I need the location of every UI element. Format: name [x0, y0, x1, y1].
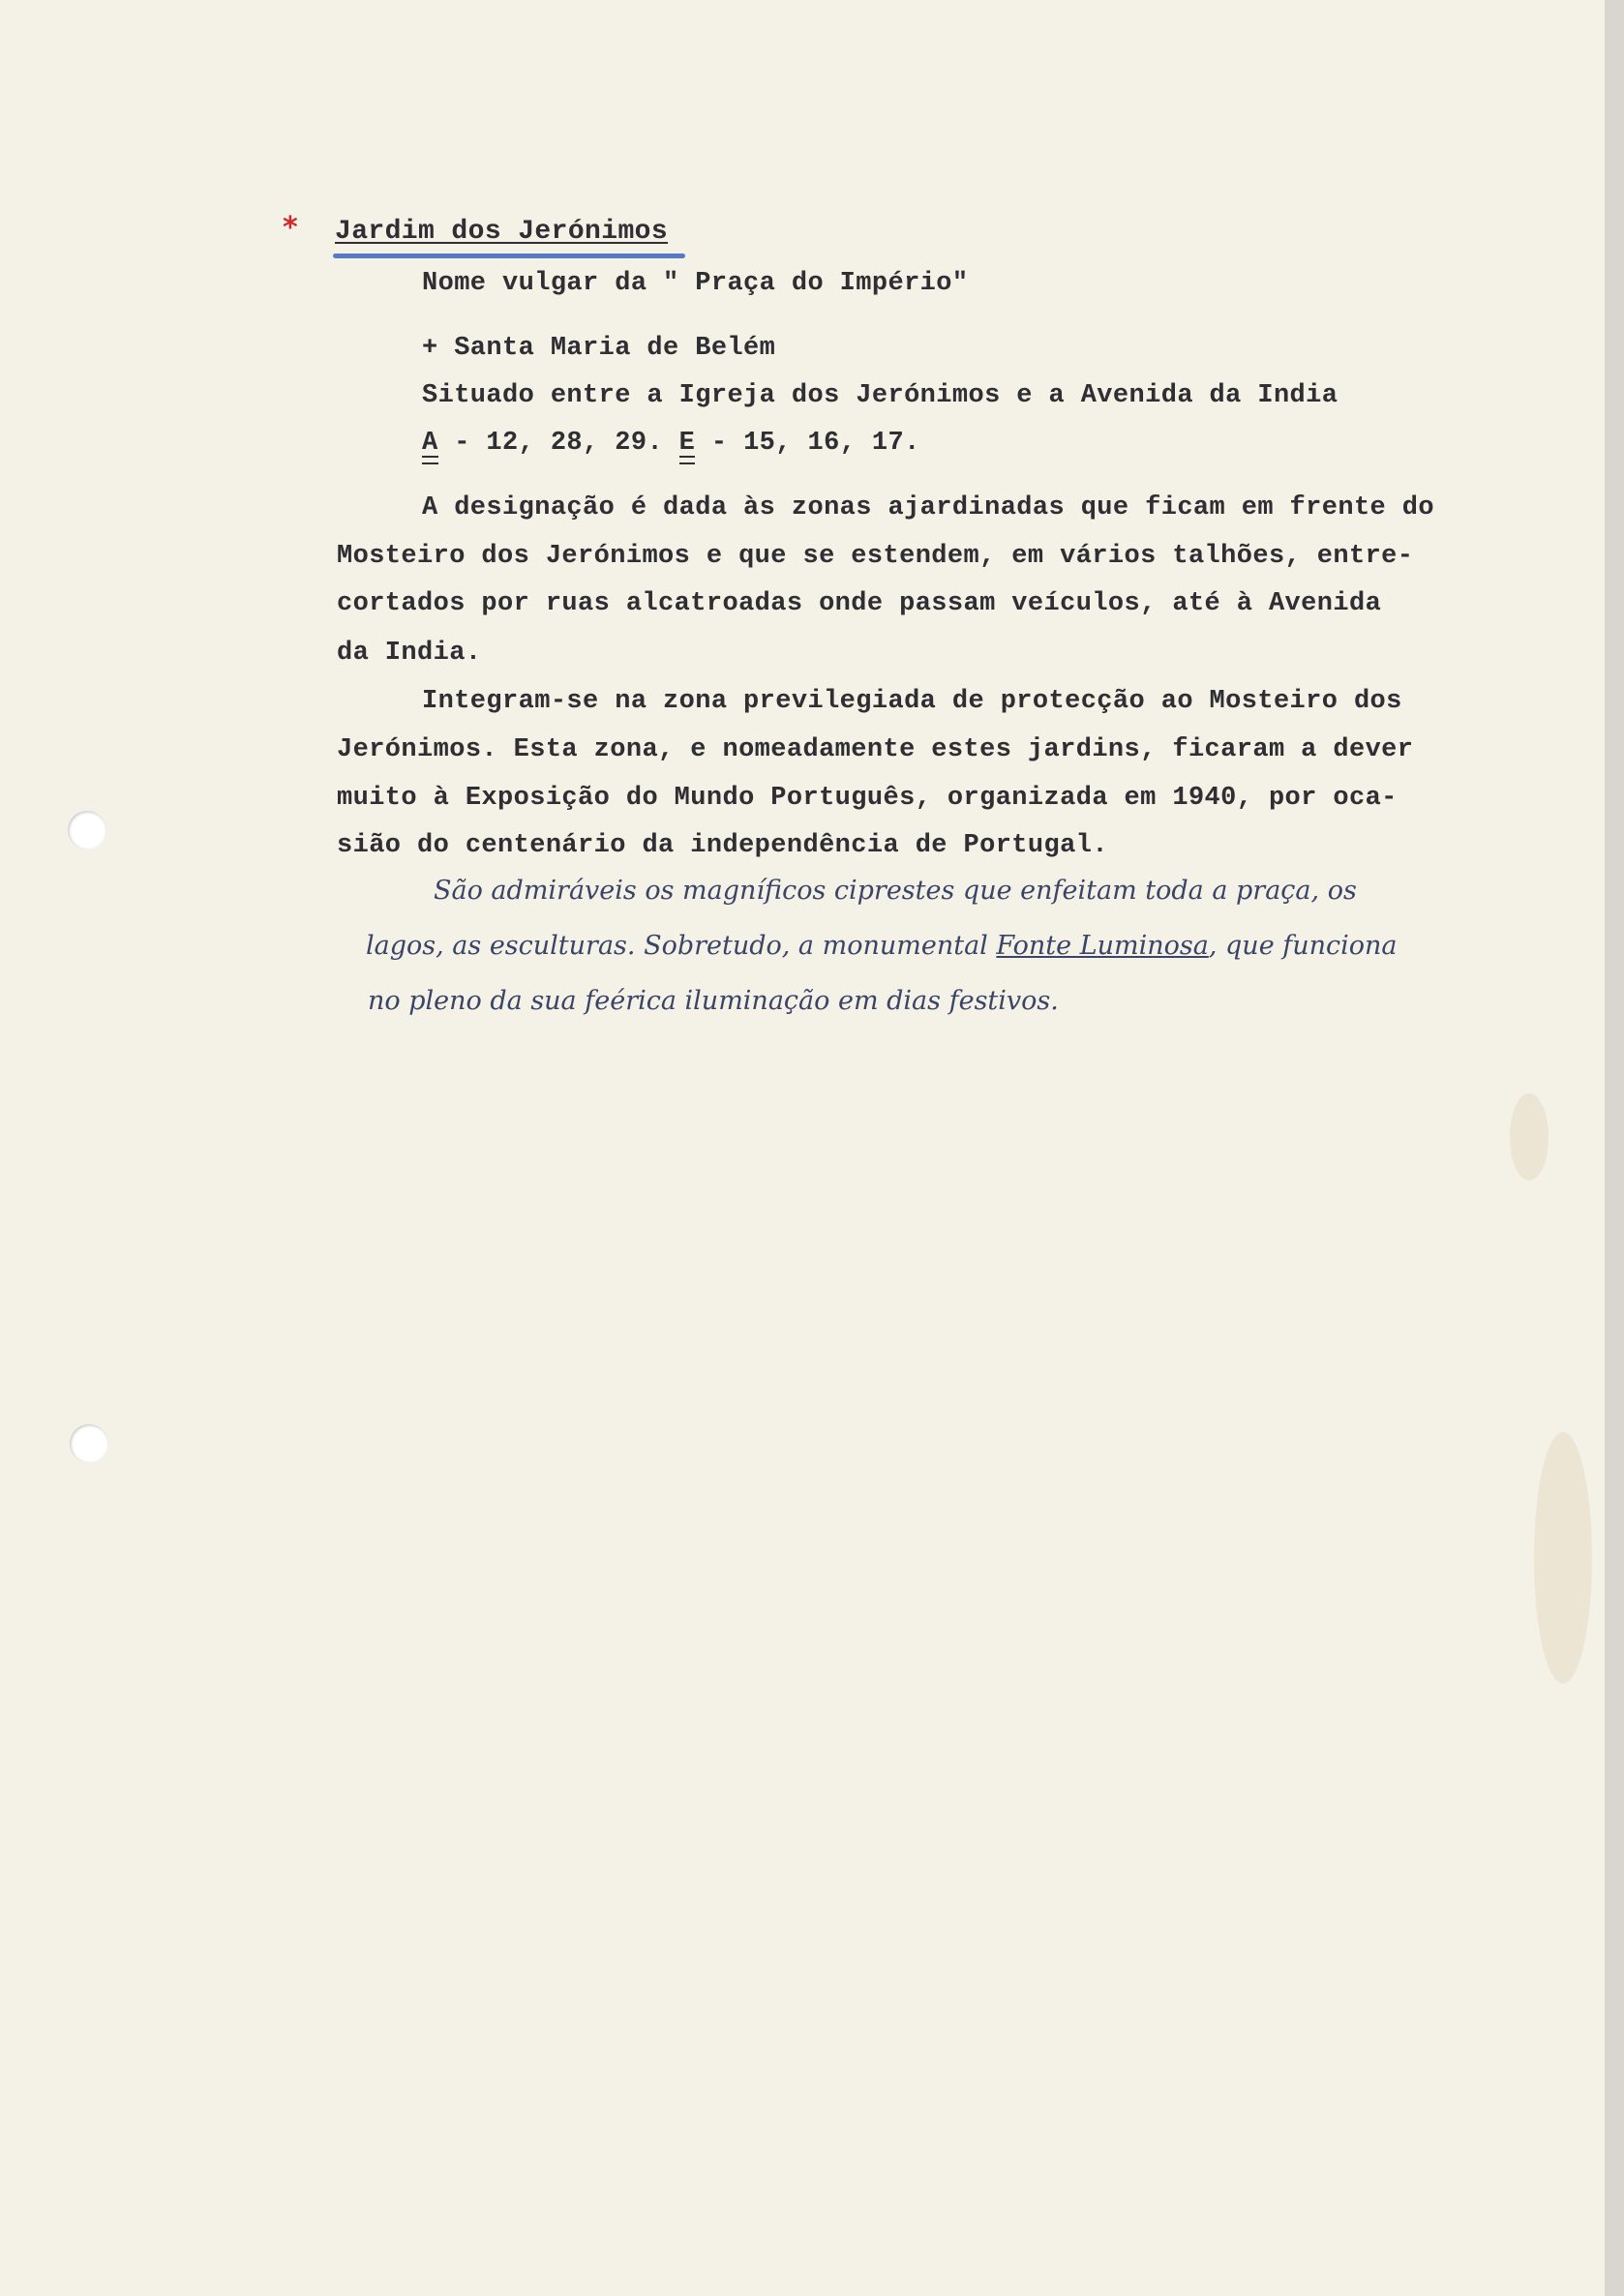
paragraph1-line: cortados por ruas alcatroadas onde passam veículos, até à Avenida — [337, 589, 1382, 618]
punch-hole-top — [68, 811, 106, 850]
paper-stain — [1510, 1093, 1549, 1180]
ref-a-label: A — [422, 429, 438, 458]
paragraph1-line: da India. — [337, 639, 482, 668]
ref-e-label: E — [678, 429, 696, 458]
location-line: Situado entre a Igreja dos Jerónimos e a Avenida da India — [422, 381, 1338, 410]
document-title: Jardim dos Jerónimos — [335, 217, 669, 247]
paragraph1-line: A designação é dada às zonas ajardinadas que ficam em frente do — [422, 493, 1434, 522]
handwritten-note-line: São admiráveis os magníficos ciprestes que enfeitam toda a praça, os — [434, 876, 1357, 906]
parish-line: + Santa Maria de Belém — [422, 334, 776, 363]
handwritten-underlined-text: Fonte Luminosa — [996, 931, 1209, 961]
paragraph2-line: Jerónimos. Esta zona, e nomeadamente estes jardins, ficaram a dever — [337, 735, 1414, 764]
subtitle-line: Nome vulgar da " Praça do Império" — [422, 269, 969, 298]
red-asterisk-mark: * — [283, 211, 298, 245]
punch-hole-bottom — [70, 1424, 108, 1463]
ref-e-values: - 15, 16, 17. — [695, 429, 920, 458]
handwritten-note-line: no pleno da sua feérica iluminação em dias festivos. — [368, 986, 1059, 1016]
handwritten-text: lagos, as esculturas. Sobretudo, a monumental — [366, 931, 997, 961]
handwritten-note-line — [366, 931, 1398, 961]
ref-a-values: - 12, 28, 29. — [437, 429, 679, 458]
paragraph1-line: Mosteiro dos Jerónimos e que se estendem, em vários talhões, entre- — [337, 542, 1414, 571]
blue-pencil-underline — [333, 253, 685, 258]
handwritten-text: , que funciona — [1208, 931, 1398, 961]
paper-stain — [1534, 1432, 1592, 1684]
paragraph2-line: sião do centenário da independência de Portugal. — [337, 831, 1108, 860]
title-block — [335, 217, 668, 247]
paragraph2-line: muito à Exposição do Mundo Português, organizada em 1940, por oca- — [337, 784, 1398, 813]
paragraph2-line: Integram-se na zona previlegiada de protecção ao Mosteiro dos — [422, 687, 1402, 716]
page-edge — [1605, 0, 1624, 2296]
reference-line — [422, 429, 920, 458]
